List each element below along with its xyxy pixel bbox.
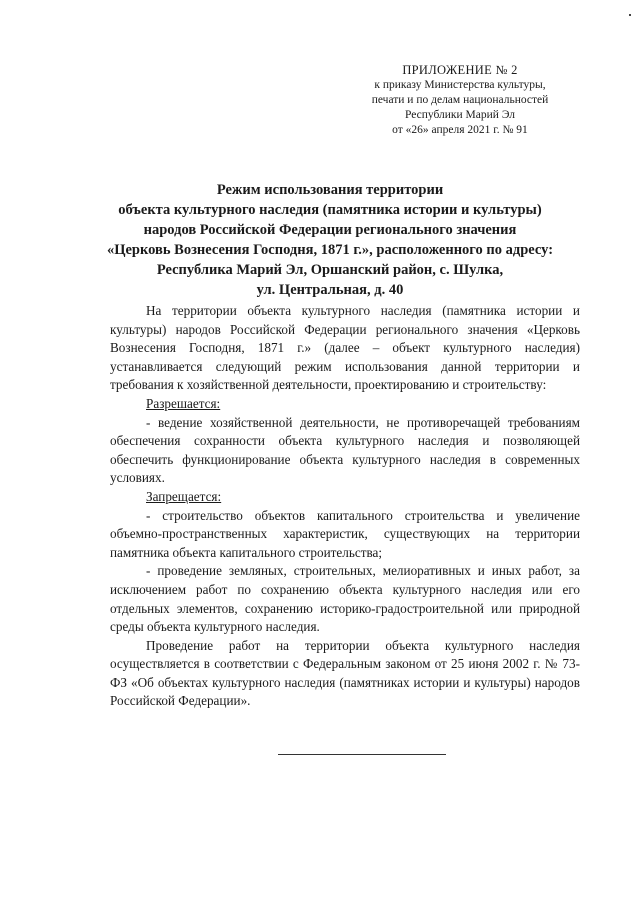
appendix-block	[340, 62, 580, 138]
heading-line: народов Российской Федерации регионального значения	[143, 222, 517, 238]
appendix-line: к приказу Министерства культуры,	[374, 79, 546, 91]
document-heading	[95, 180, 565, 300]
heading-line: ул. Центральная, д. 40	[256, 282, 404, 298]
forbidden-label	[110, 488, 580, 507]
heading-line: объекта культурного наследия (памятника истории и культуры)	[118, 202, 542, 218]
appendix-title: ПРИЛОЖЕНИЕ № 2	[402, 63, 518, 77]
document-body	[110, 302, 580, 711]
allowed-label	[110, 395, 580, 414]
forbidden-item: - строительство объектов капитального строительства и увеличение объемно-пространственных характеристик, существующих на территории памятника объекта капитального строительства;	[110, 507, 580, 560]
allowed-item: - ведение хозяйственной деятельности, не противоречащей требованиям обеспечения сохранности объекта культурного наследия и позволяющей обеспечить функционирование объекта культурного наследия в современных условиях.	[110, 414, 580, 486]
appendix-date-line: от «26» апреля 2021 г. № 91	[392, 124, 528, 136]
scan-speck	[629, 14, 631, 16]
closing-rule	[278, 754, 446, 755]
appendix-line: печати и по делам национальностей	[371, 94, 549, 106]
appendix-line: Республики Марий Эл	[404, 109, 515, 121]
forbidden-label-text: Запрещается:	[146, 488, 222, 504]
closing-paragraph: Проведение работ на территории объекта культурного наследия осуществляется в соответствии с Федеральным законом от 25 июня 2002 г. № 73-ФЗ «Об объектах культурного наследия (памятниках истории и культуры) народов Российской Федерации».	[110, 637, 580, 709]
intro-paragraph: На территории объекта культурного наследия (памятника истории и культуры) народов Российской Федерации регионального значения «Церковь Вознесения Господня, 1871 г.» (далее – объект культурного наследия) устанавливается следующий режим использования данной территории и требования к хозяйственной деятельности, проектированию и строительству:	[110, 303, 580, 393]
heading-line: Режим использования территории	[216, 182, 444, 198]
forbidden-item: - проведение земляных, строительных, мелиоративных и иных работ, за исключением работ по сохранению объекта культурного наследия или его отдельных элементов, сохранению историко-градостроительной или природной среды объекта культурного наследия.	[110, 563, 580, 635]
heading-line: «Церковь Вознесения Господня, 1871 г.», расположенного по адресу:	[106, 242, 554, 258]
heading-line: Республика Марий Эл, Оршанский район, с. Шулка,	[156, 262, 504, 278]
allowed-label-text: Разрешается:	[146, 395, 221, 411]
